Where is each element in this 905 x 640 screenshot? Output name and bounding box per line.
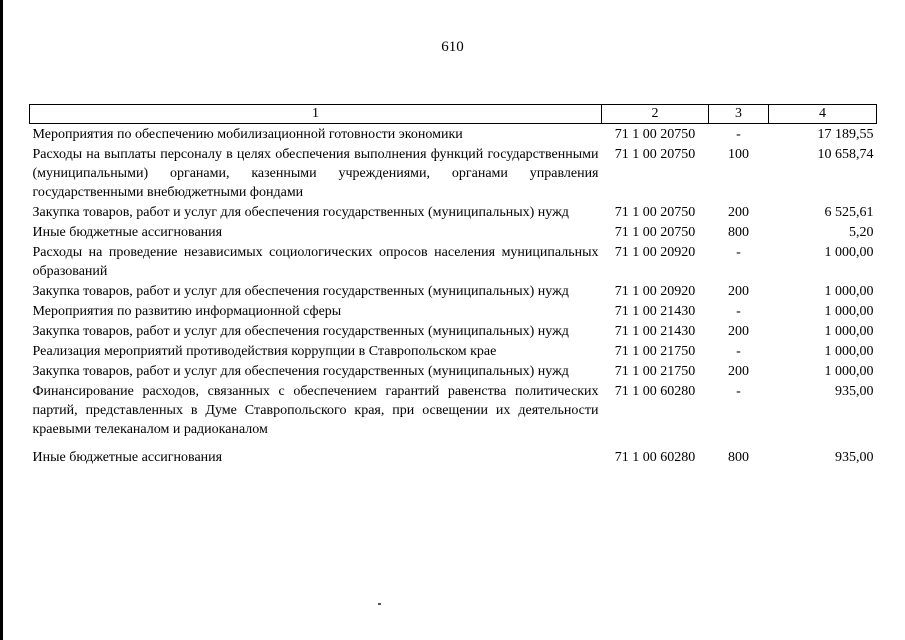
row-sum: 1 000,00 — [824, 284, 874, 299]
row-name: Расходы на выплаты персоналу в целях обеспечения выполнения функций государственными (муниципальными) органами, казенными учреждениями, органами управления государственными внебюджетными фондами — [32, 147, 599, 200]
row-sum: 935,00 — [835, 450, 874, 465]
row-type: 800 — [728, 450, 749, 465]
row-type: 800 — [728, 225, 749, 240]
scan-speck — [378, 603, 381, 605]
row-name: Закупка товаров, работ и услуг для обеспечения государственных (муниципальных) нужд — [32, 284, 569, 299]
row-name: Расходы на проведение независимых социологических опросов населения муниципальных образований — [32, 245, 599, 279]
row-code: 71 1 00 21430 — [614, 324, 696, 339]
row-code: 71 1 00 21750 — [614, 364, 696, 379]
budget-table — [29, 104, 877, 467]
row-sum: 17 189,55 — [817, 127, 874, 142]
table-header-row — [30, 105, 877, 124]
row-code: 71 1 00 20750 — [614, 147, 696, 162]
row-name: Закупка товаров, работ и услуг для обеспечения государственных (муниципальных) нужд — [32, 205, 569, 220]
table-row — [30, 381, 877, 439]
row-sum: 10 658,74 — [817, 147, 874, 162]
row-code: 71 1 00 21750 — [614, 344, 696, 359]
row-type: 200 — [728, 324, 749, 339]
row-sum: 6 525,61 — [824, 205, 874, 220]
header-col-4: 4 — [769, 105, 877, 124]
table-row — [30, 361, 877, 381]
table-row — [30, 301, 877, 321]
row-type: - — [736, 304, 741, 319]
row-code: 71 1 00 21430 — [614, 304, 696, 319]
row-name: Финансирование расходов, связанных с обеспечением гарантий равенства политических партий, представленных в Думе Ставропольского края, при освещении их деятельности краевыми телеканалом и радиоканалом — [32, 384, 599, 437]
page-left-border — [0, 0, 3, 640]
row-type: 100 — [728, 147, 749, 162]
table-row — [30, 124, 877, 145]
table-body — [30, 124, 877, 468]
row-type: 200 — [728, 205, 749, 220]
header-col-2: 2 — [602, 105, 709, 124]
table-row — [30, 242, 877, 281]
table-row — [30, 144, 877, 202]
row-sum: 1 000,00 — [824, 324, 874, 339]
row-name: Реализация мероприятий противодействия коррупции в Ставропольском крае — [32, 344, 497, 359]
row-name: Закупка товаров, работ и услуг для обеспечения государственных (муниципальных) нужд — [32, 364, 569, 379]
row-name: Иные бюджетные ассигнования — [32, 225, 223, 240]
table-row — [30, 439, 877, 467]
row-sum: 1 000,00 — [824, 304, 874, 319]
row-sum: 1 000,00 — [824, 245, 874, 260]
row-type: 200 — [728, 364, 749, 379]
table-row — [30, 281, 877, 301]
row-name: Закупка товаров, работ и услуг для обеспечения государственных (муниципальных) нужд — [32, 324, 569, 339]
row-sum: 5,20 — [849, 225, 874, 240]
row-name: Иные бюджетные ассигнования — [32, 450, 223, 465]
row-type: - — [736, 245, 741, 260]
page-number: 610 — [441, 39, 464, 55]
row-code: 71 1 00 60280 — [614, 450, 696, 465]
table-row — [30, 341, 877, 361]
row-type: - — [736, 344, 741, 359]
row-sum: 1 000,00 — [824, 364, 874, 379]
row-type: - — [736, 384, 741, 399]
row-name: Мероприятия по развитию информационной сферы — [32, 304, 342, 319]
row-code: 71 1 00 20920 — [614, 245, 696, 260]
row-code: 71 1 00 60280 — [614, 384, 696, 399]
row-sum: 1 000,00 — [824, 344, 874, 359]
header-col-3: 3 — [709, 105, 769, 124]
row-code: 71 1 00 20920 — [614, 284, 696, 299]
table-row — [30, 222, 877, 242]
row-code: 71 1 00 20750 — [614, 127, 696, 142]
row-code: 71 1 00 20750 — [614, 205, 696, 220]
row-type: 200 — [728, 284, 749, 299]
row-name: Мероприятия по обеспечению мобилизационной готовности экономики — [32, 127, 463, 142]
row-type: - — [736, 127, 741, 142]
table-row — [30, 202, 877, 222]
table-row — [30, 321, 877, 341]
header-col-1: 1 — [30, 105, 602, 124]
row-sum: 935,00 — [835, 384, 874, 399]
row-code: 71 1 00 20750 — [614, 225, 696, 240]
